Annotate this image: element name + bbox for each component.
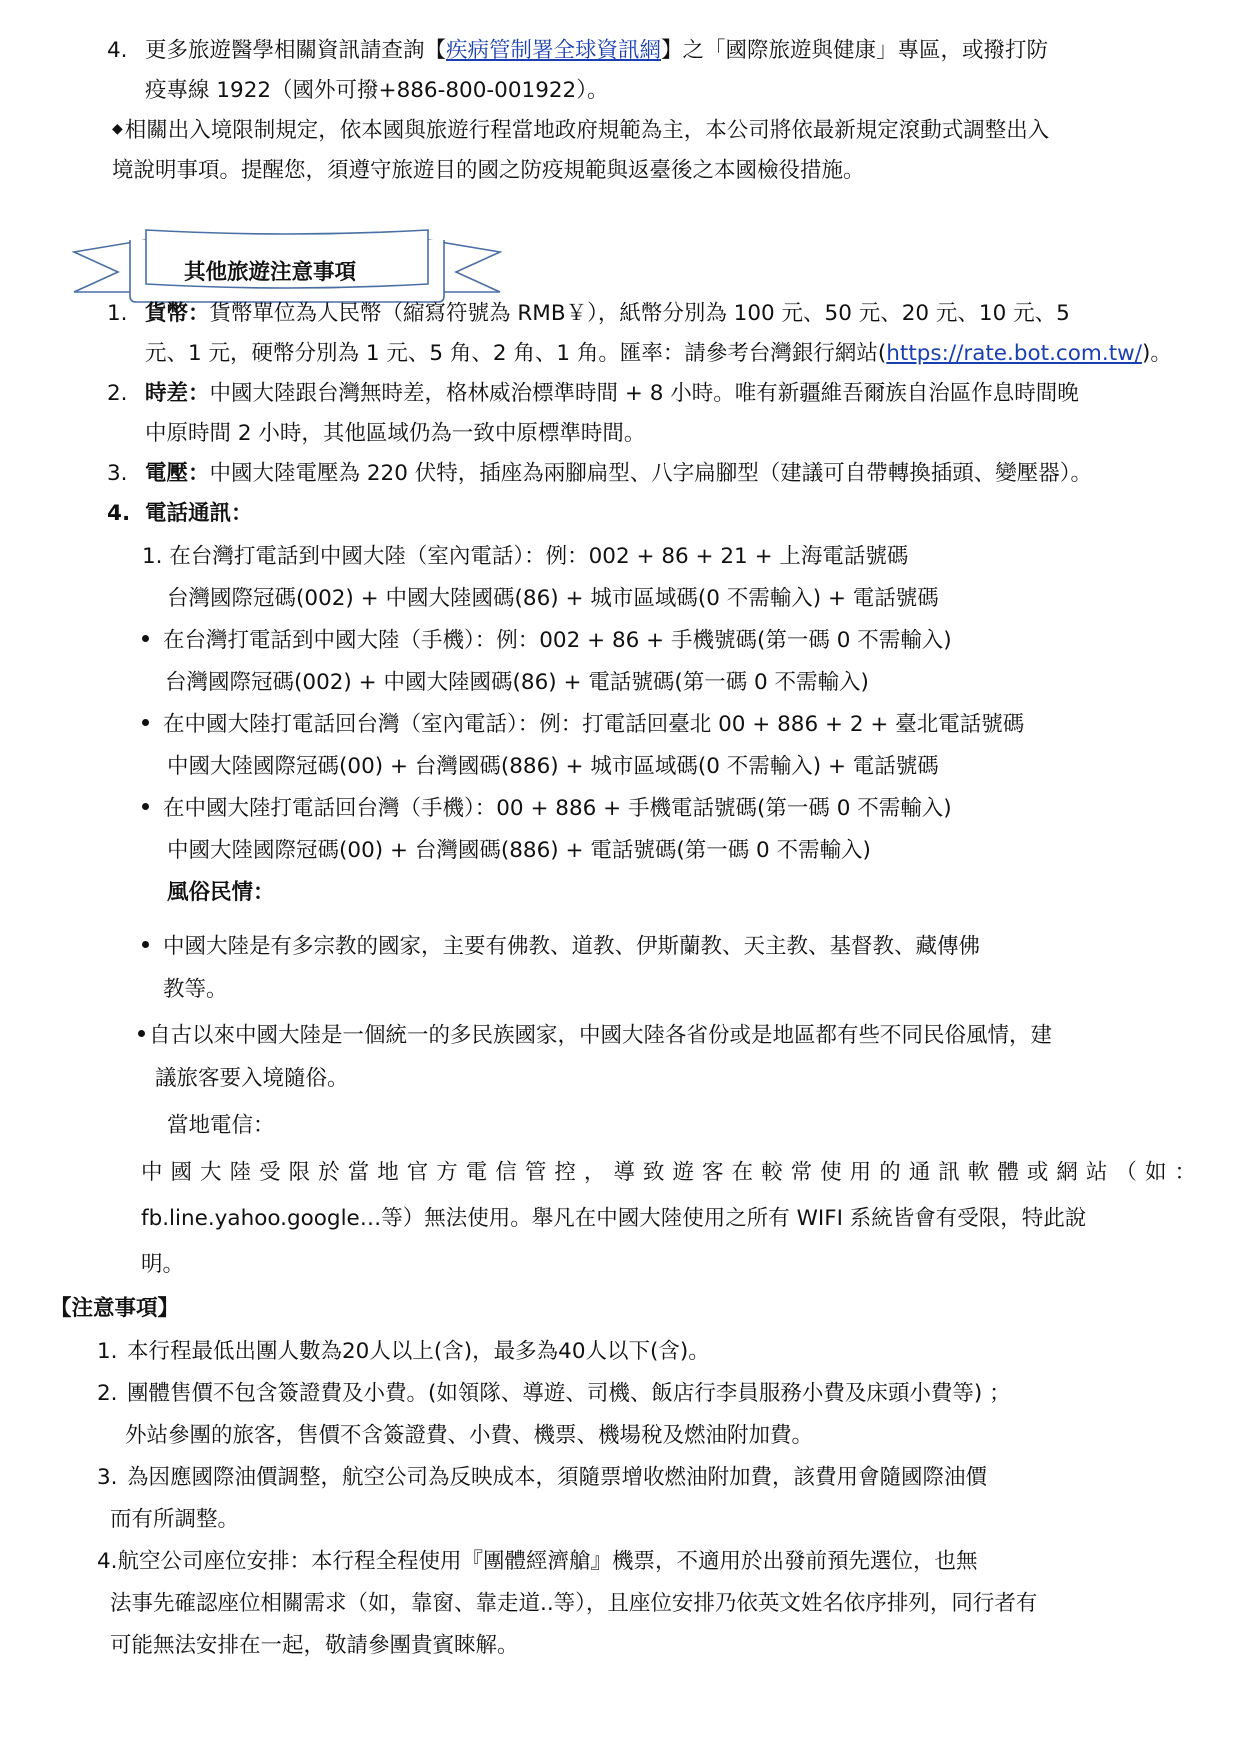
telecom-line-1: 中國大陸受限於當地官方電信管控，導致遊客在較常使用的通訊軟體或網站（如： <box>141 1160 1196 1185</box>
timezone-line-1 <box>145 379 1079 409</box>
section-title-other-notes: 其他旅遊注意事項 <box>184 260 357 285</box>
intro-note-line-2: 境說明事項。提醒您，須遵守旅遊目的國之防疫規範與返臺後之本國檢役措施。 <box>112 158 865 183</box>
phone-entry-2-text: 在台灣打電話到中國大陸（手機）：例：002 + 86 + 手機號碼(第一碼 0 不需輸入) <box>163 628 952 653</box>
currency-text-2b: )。 <box>1141 341 1172 366</box>
customs-bullet-1-line-1 <box>142 932 980 962</box>
phone-entry-1-text: 在台灣打電話到中國大陸（室內電話）：例：002 + 86 + 21 + 上海電話號碼 <box>169 544 909 569</box>
voltage-label: 電壓： <box>145 461 210 486</box>
customs-bullet-1-text: 中國大陸是有多宗教的國家，主要有佛教、道教、伊斯蘭教、天主教、基督教、藏傳佛 <box>163 934 981 959</box>
currency-text-2a: 元、1 元，硬幣分別為 1 元、5 角、2 角、1 角。匯率：請參考台灣銀行網站( <box>145 341 887 366</box>
currency-number: 1. <box>107 301 128 326</box>
phone-entry-3-text: 在中國大陸打電話回台灣（室內電話）：例：打電話回臺北 00 + 886 + 2 + 臺北電話號碼 <box>163 712 1025 737</box>
note-3-line-2: 而有所調整。 <box>110 1507 240 1532</box>
timezone-label: 時差： <box>145 381 210 406</box>
intro-note-text-1: 相關出入境限制規定，依本國與旅遊行程當地政府規範為主，本公司將依最新規定滾動式調整出入 <box>124 118 1050 143</box>
phone-number: 4. <box>107 501 131 526</box>
voltage-text: 中國大陸電壓為 220 伏特，插座為兩腳扁型、八字扁腳型（建議可自帶轉換插頭、變壓器）。 <box>209 461 1092 486</box>
intro-item-4-text-b: 】之「國際旅遊與健康」專區，或撥打防 <box>661 38 1049 63</box>
note-4-line-2: 法事先確認座位相關需求（如，靠窗、靠走道..等），且座位安排乃依英文姓名依序排列，同行者有 <box>110 1591 1038 1616</box>
bullet-icon <box>142 941 149 948</box>
note-4-line-3: 可能無法安排在一起，敬請參團貴賓睞解。 <box>110 1633 519 1658</box>
note-1-text: 本行程最低出團人數為20人以上(含)，最多為40人以下(含)。 <box>127 1339 710 1364</box>
diamond-bullet-icon: ◆ <box>112 121 123 137</box>
phone-entry-1-lead: 1. <box>142 544 170 569</box>
phone-label: 電話通訊： <box>145 501 253 526</box>
customs-heading: 風俗民情： <box>167 880 275 905</box>
telecom-heading: 當地電信： <box>167 1113 275 1138</box>
timezone-line-2: 中原時間 2 小時，其他區域仍為一致中原標準時間。 <box>145 421 646 446</box>
voltage-line <box>145 459 1092 489</box>
bank-rate-link[interactable]: https://rate.bot.com.tw/ <box>886 341 1142 366</box>
cdc-link[interactable]: 疾病管制署全球資訊網 <box>446 38 662 63</box>
customs-bullet-2-line-1 <box>138 1021 1052 1051</box>
note-3-number: 3. <box>97 1465 118 1490</box>
note-4-line-1: 4.航空公司座位安排：本行程全程使用『團體經濟艙』機票，不適用於出發前預先選位，也無 <box>97 1549 978 1574</box>
phone-entry-4-text: 在中國大陸打電話回台灣（手機）：00 + 886 + 手機電話號碼(第一碼 0 不需輸入) <box>163 796 952 821</box>
customs-bullet-1-line-2: 教等。 <box>163 977 228 1002</box>
phone-entry-3-line-2: 中國大陸國際冠碼(00) + 台灣國碼(886) + 城市區域碼(0 不需輸入) + 電話號碼 <box>167 754 939 779</box>
intro-item-4-line-1 <box>145 36 1048 66</box>
note-1-number: 1. <box>97 1339 118 1364</box>
note-2-text: 團體售價不包含簽證費及小費。(如領隊、導遊、司機、飯店行李員服務小費及床頭小費等) ； <box>127 1381 1011 1406</box>
phone-entry-4-line-2: 中國大陸國際冠碼(00) + 台灣國碼(886) + 電話號碼(第一碼 0 不需輸入) <box>167 838 871 863</box>
phone-entry-3-line-1 <box>142 710 1024 740</box>
currency-line-2 <box>145 339 1172 369</box>
timezone-number: 2. <box>107 381 128 406</box>
bullet-icon <box>138 1030 145 1037</box>
currency-line-1 <box>145 299 1070 329</box>
bullet-icon <box>142 803 149 810</box>
bullet-icon <box>142 719 149 726</box>
telecom-line-2: fb.line.yahoo.google…等）無法使用。舉凡在中國大陸使用之所有 WIFI 系統皆會有受限，特此說 <box>141 1206 1087 1231</box>
customs-bullet-2-text: 自古以來中國大陸是一個統一的多民族國家，中國大陸各省份或是地區都有些不同民俗風情，建 <box>149 1023 1053 1048</box>
note-2-line-2: 外站參團的旅客，售價不含簽證費、小費、機票、機場稅及燃油附加費。 <box>125 1423 814 1448</box>
intro-item-4-text-a: 更多旅遊醫學相關資訊請查詢【 <box>145 38 447 63</box>
note-2-number: 2. <box>97 1381 118 1406</box>
intro-note-line-1 <box>112 116 1049 146</box>
customs-bullet-2-line-2: 議旅客要入境隨俗。 <box>155 1066 349 1091</box>
voltage-number: 3. <box>107 461 128 486</box>
intro-item-4-line-2: 疫專線 1922（國外可撥+886-800-001922）。 <box>145 78 609 103</box>
note-3-text: 為因應國際油價調整，航空公司為反映成本，須隨票增收燃油附加費，該費用會隨國際油價 <box>127 1465 988 1490</box>
timezone-text: 中國大陸跟台灣無時差，格林威治標準時間 + 8 小時。唯有新疆維吾爾族自治區作息時間晚 <box>209 381 1079 406</box>
bullet-icon <box>142 635 149 642</box>
currency-label: 貨幣： <box>145 301 210 326</box>
currency-text: 貨幣單位為人民幣（縮寫符號為 RMB￥），紙幣分別為 100 元、50 元、20 元、10 元、5 <box>209 301 1070 326</box>
phone-entry-2-line-1 <box>142 626 952 656</box>
telecom-line-3: 明。 <box>141 1252 185 1277</box>
notes-heading: 【注意事項】 <box>50 1296 180 1321</box>
phone-entry-2-line-2: 台灣國際冠碼(002) + 中國大陸國碼(86) + 電話號碼(第一碼 0 不需輸入) <box>165 670 869 695</box>
phone-entry-1-line-1 <box>142 542 908 572</box>
phone-entry-4-line-1 <box>142 794 952 824</box>
intro-item-4-number: 4. <box>107 38 128 63</box>
phone-entry-1-line-2: 台灣國際冠碼(002) + 中國大陸國碼(86) + 城市區域碼(0 不需輸入) + 電話號碼 <box>167 586 939 611</box>
